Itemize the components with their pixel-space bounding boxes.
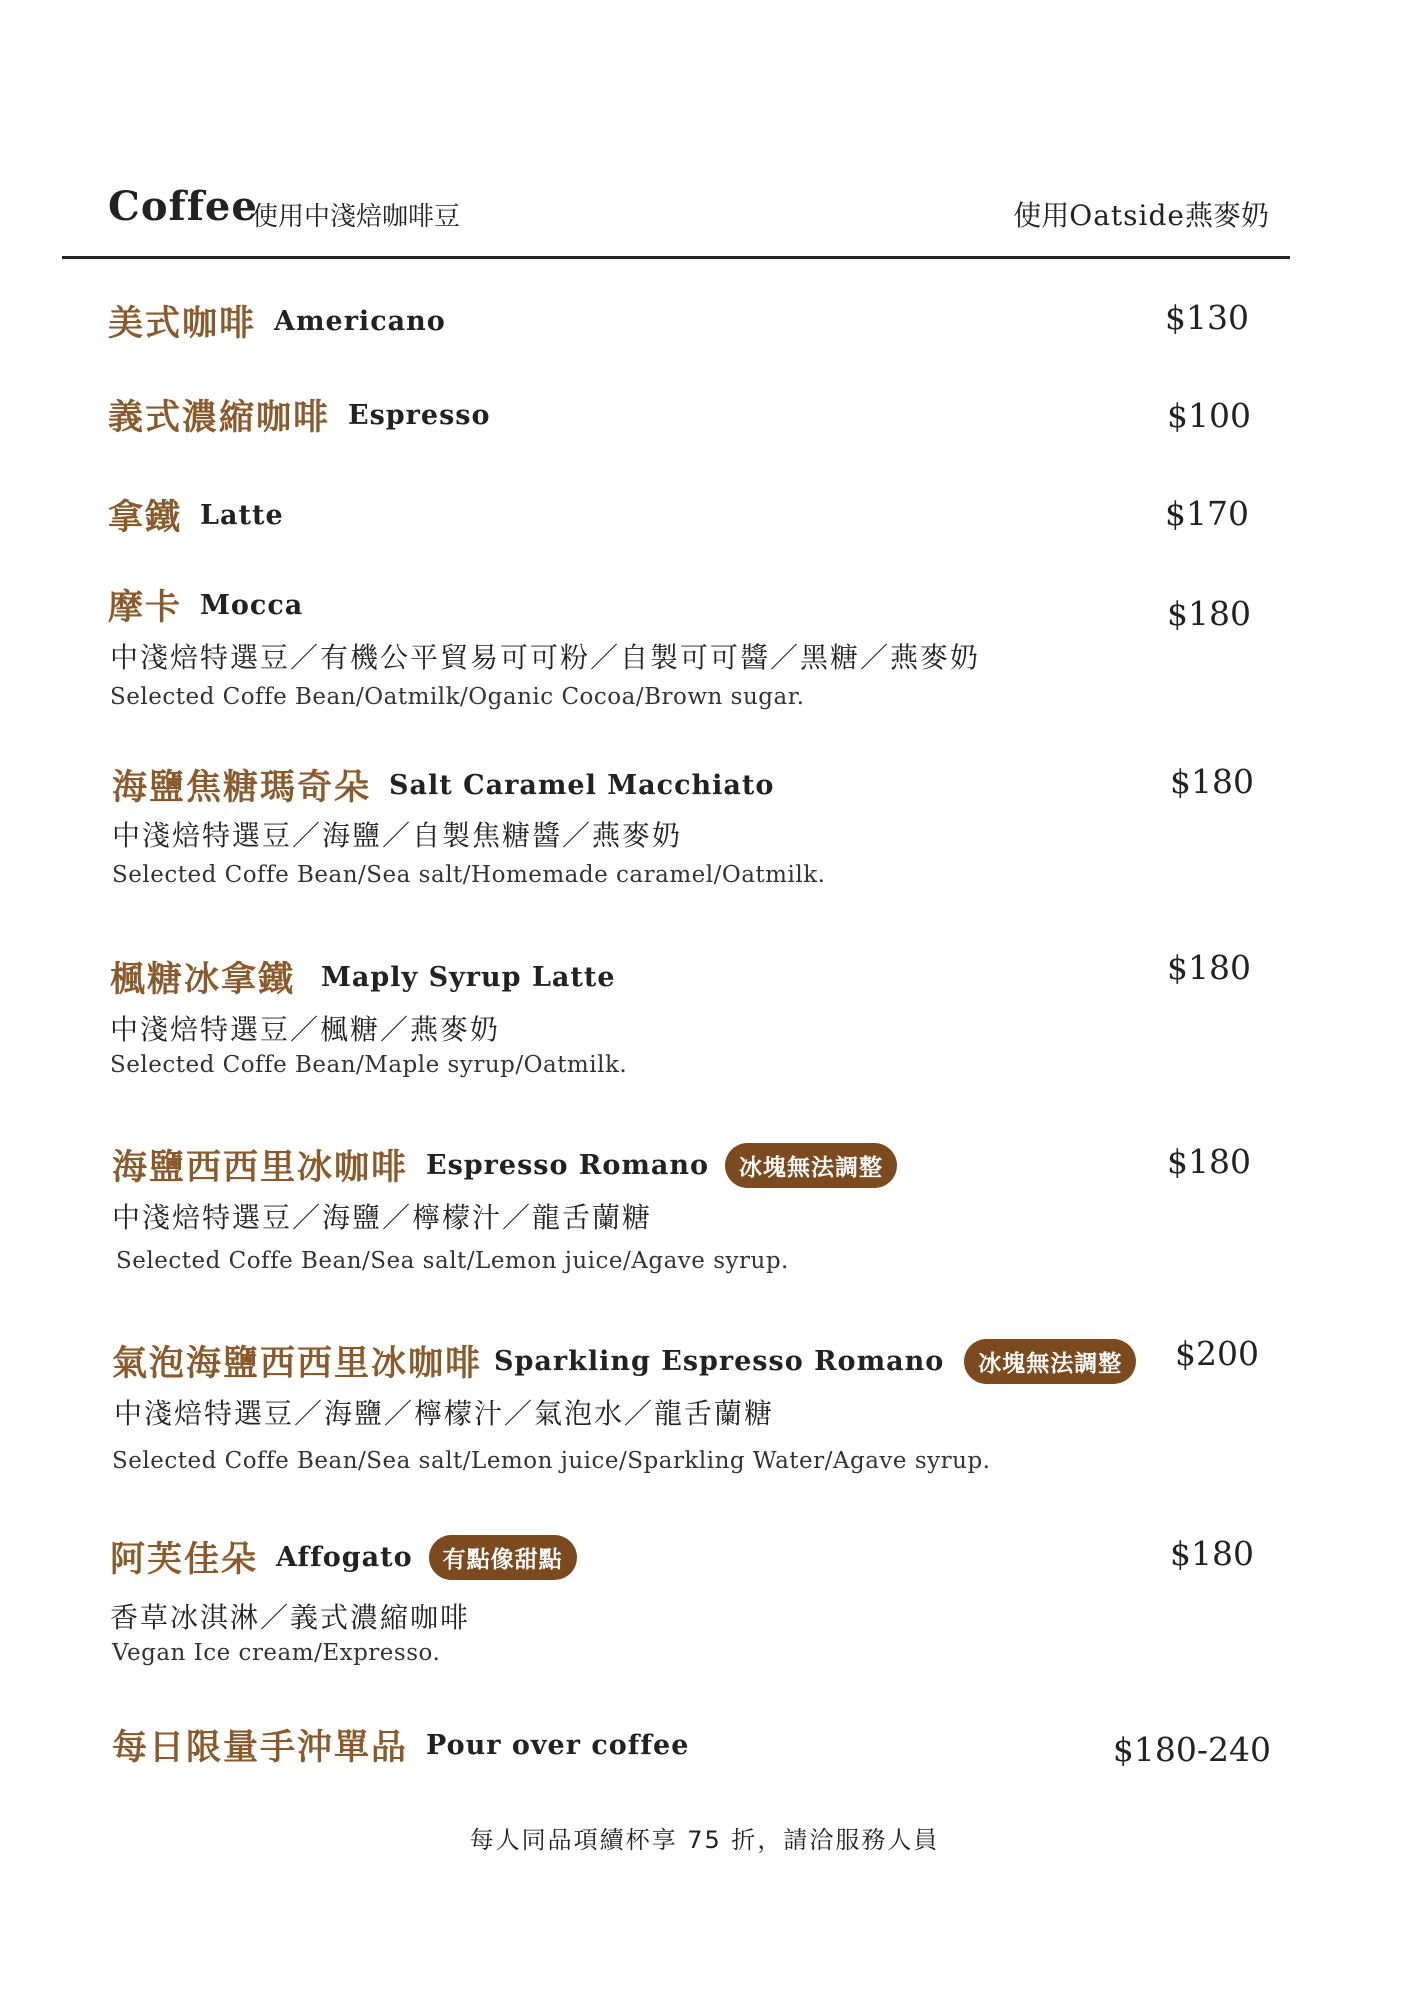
- item-desc-zh: 中淺焙特選豆／海鹽／自製焦糖醬／燕麥奶: [112, 819, 683, 852]
- item-desc-en: Selected Coffe Bean/Maple syrup/Oatmilk.: [110, 1052, 628, 1078]
- item-name-zh: 海鹽西西里冰咖啡: [112, 1148, 409, 1188]
- item-price: $200: [1175, 1334, 1259, 1373]
- milk-note-prefix: 使用: [1013, 199, 1070, 232]
- item-name-zh: 摩卡: [108, 588, 183, 628]
- item-name-zh: 美式咖啡: [108, 304, 257, 344]
- item-price: $170: [1165, 494, 1249, 533]
- header-divider: [62, 256, 1290, 259]
- item-price: $180: [1170, 1534, 1254, 1573]
- item-name-zh: 拿鐵: [108, 498, 183, 538]
- item-price: $180-240: [1112, 1730, 1271, 1769]
- item-desc-zh: 中淺焙特選豆／楓糖／燕麥奶: [110, 1013, 501, 1046]
- item-name-zh: 海鹽焦糖瑪奇朵: [112, 768, 372, 808]
- milk-note-suffix: 燕麥奶: [1184, 199, 1269, 232]
- item-desc-en: Selected Coffe Bean/Sea salt/Lemon juice/Agave syrup.: [116, 1248, 789, 1274]
- item-name-zh: 每日限量手沖單品: [112, 1728, 409, 1768]
- item-desc-en: Vegan Ice cream/Expresso.: [112, 1640, 441, 1666]
- menu-item-maply-syrup-latte: [110, 952, 616, 1002]
- item-price: $130: [1165, 298, 1249, 337]
- milk-note-brand: Oatside: [1069, 199, 1185, 232]
- item-name-en: Affogato: [276, 1541, 413, 1573]
- section-title: Coffee: [108, 183, 258, 230]
- item-name-zh: 阿芙佳朵: [110, 1540, 259, 1580]
- item-name-en: Maply Syrup Latte: [321, 961, 616, 993]
- item-desc-en: Selected Coffe Bean/Sea salt/Lemon juice/Sparkling Water/Agave syrup.: [112, 1448, 991, 1474]
- item-name-en: Espresso Romano: [426, 1149, 710, 1181]
- item-desc-zh: 中淺焙特選豆／海鹽／檸檬汁／氣泡水／龍舌蘭糖: [114, 1397, 775, 1430]
- ice-not-adjustable-badge: 冰塊無法調整: [725, 1143, 897, 1188]
- item-name-en: Espresso: [348, 399, 491, 431]
- item-price: $180: [1170, 762, 1254, 801]
- ice-not-adjustable-badge: 冰塊無法調整: [964, 1339, 1136, 1384]
- item-name-en: Sparkling Espresso Romano: [494, 1345, 945, 1377]
- item-desc-en: Selected Coffe Bean/Oatmilk/Oganic Cocoa/Brown sugar.: [110, 684, 805, 710]
- item-name-en: Mocca: [200, 589, 304, 621]
- menu-item-espresso: [108, 390, 491, 440]
- item-name-en: Salt Caramel Macchiato: [389, 769, 775, 801]
- item-name-zh: 義式濃縮咖啡: [108, 398, 331, 438]
- item-name-en: Americano: [274, 305, 446, 337]
- section-subtitle: 使用中淺焙咖啡豆: [252, 202, 461, 232]
- menu-item-pour-over-coffee: [112, 1720, 689, 1770]
- menu-item-espresso-romano: [112, 1140, 897, 1190]
- milk-note: [1013, 194, 1269, 234]
- item-name-en: Pour over coffee: [426, 1729, 690, 1761]
- item-name-zh: 楓糖冰拿鐵: [110, 960, 296, 1000]
- item-name-zh: 氣泡海鹽西西里冰咖啡: [112, 1344, 483, 1384]
- refill-discount-note: 每人同品項續杯享 75 折，請洽服務人員: [469, 1826, 940, 1854]
- menu-item-americano: [108, 296, 446, 346]
- dessert-like-badge: 有點像甜點: [429, 1535, 577, 1580]
- item-price: $180: [1167, 1142, 1251, 1181]
- item-desc-zh: 香草冰淇淋／義式濃縮咖啡: [110, 1601, 471, 1634]
- menu-item-affogato: [110, 1532, 577, 1582]
- item-desc-en: Selected Coffe Bean/Sea salt/Homemade caramel/Oatmilk.: [112, 862, 826, 888]
- menu-item-mocca: [108, 580, 303, 630]
- item-price: $100: [1167, 396, 1251, 435]
- menu-item-latte: [108, 490, 284, 540]
- menu-item-sparkling-espresso-romano: [112, 1336, 1136, 1386]
- menu-item-salt-caramel-macchiato: [112, 760, 774, 810]
- item-name-en: Latte: [200, 499, 284, 531]
- item-price: $180: [1167, 948, 1251, 987]
- item-desc-zh: 中淺焙特選豆／有機公平貿易可可粉／自製可可醬／黑糖／燕麥奶: [110, 641, 981, 674]
- item-price: $180: [1167, 594, 1251, 633]
- item-desc-zh: 中淺焙特選豆／海鹽／檸檬汁／龍舌蘭糖: [112, 1201, 653, 1234]
